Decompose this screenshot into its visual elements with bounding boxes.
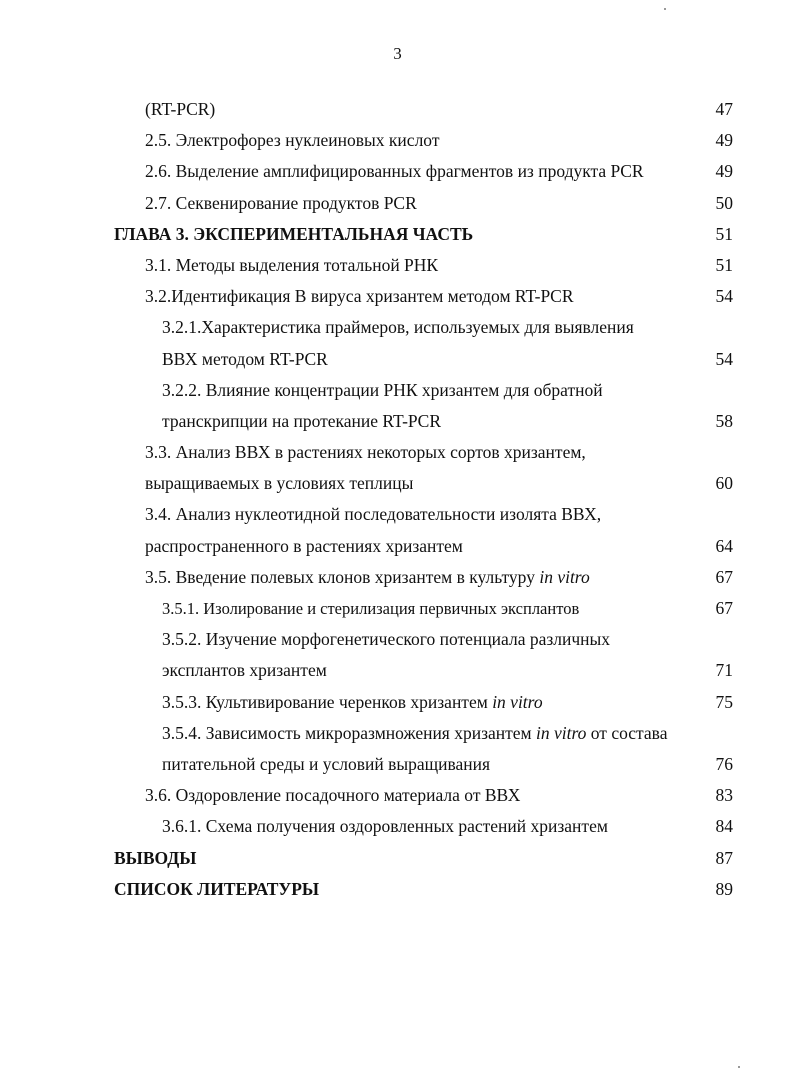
toc-entry-page: 58 (715, 410, 733, 431)
toc-entry (0, 562, 795, 593)
toc-entry-title: (RT-PCR) (145, 99, 216, 119)
toc-entry-continuation (0, 468, 795, 499)
page-number: 3 (393, 44, 402, 63)
toc-entry (0, 780, 795, 811)
toc-entry-title: выращиваемых в условиях теплицы (145, 473, 414, 494)
toc-entry-title: 3.1. Методы выделения тотальной РНК (145, 254, 439, 275)
toc-entry (0, 687, 795, 718)
toc-entry-title: 3.4. Анализ нуклеотидной последовательности изолята ВВХ, (145, 504, 602, 525)
toc-entry (0, 94, 795, 125)
toc-entry (0, 188, 795, 219)
toc-entry-page: 50 (715, 192, 733, 213)
table-of-contents (0, 94, 795, 905)
toc-entry-page: 67 (715, 598, 733, 618)
toc-entry-title: 3.2.1.Характеристика праймеров, используемых для выявления (162, 317, 634, 338)
toc-entry (0, 375, 795, 406)
toc-entry-title-text: 3.5. Введение полевых клонов хризантем в культуру (145, 566, 540, 587)
toc-entry-title (162, 687, 543, 718)
toc-entry-title: ВВХ методом RT-PCR (162, 348, 328, 369)
toc-entry-title-italic: in vitro (536, 722, 587, 743)
toc-entry-page: 60 (715, 473, 733, 494)
toc-entry-page: 54 (715, 348, 733, 369)
toc-entry-page: 64 (715, 535, 733, 556)
toc-conclusions-heading (0, 843, 795, 874)
toc-entry-continuation (0, 655, 795, 686)
toc-entry-title-text-end: от состава (586, 722, 668, 743)
toc-entry-title-italic: in vitro (492, 691, 543, 712)
scan-speck (738, 1066, 740, 1068)
toc-entry (0, 281, 795, 312)
toc-entry-title: 3.6. Оздоровление посадочного материала от ВВХ (145, 785, 521, 806)
toc-entry-title: транскрипции на протекание RT-PCR (162, 410, 442, 431)
toc-entry (0, 593, 795, 624)
toc-entry-title: 3.3. Анализ ВВХ в растениях некоторых сортов хризантем, (145, 442, 586, 463)
toc-entry-title: 3.6.1. Схема получения оздоровленных растений хризантем (162, 816, 608, 837)
toc-entry (0, 624, 795, 655)
toc-entry-page: 83 (715, 785, 733, 806)
toc-entry-page: 49 (715, 130, 733, 151)
toc-entry-title: 2.5. Электрофорез нуклеиновых кислот (145, 130, 440, 151)
toc-entry-title: ВЫВОДЫ (114, 847, 197, 868)
toc-entry-title: 3.5.2. Изучение морфогенетического потенциала различных (162, 629, 611, 650)
toc-entry-title: 2.6. Выделение амплифицированных фрагментов из продукта PCR (145, 161, 644, 182)
toc-entry-page: 87 (715, 847, 733, 868)
toc-entry (0, 125, 795, 156)
toc-entry (0, 811, 795, 842)
scan-speck (664, 8, 666, 10)
toc-entry-page: 76 (715, 753, 733, 774)
toc-entry-continuation (0, 531, 795, 562)
toc-entry-title: 3.2.Идентификация В вируса хризантем методом RT-PCR (145, 286, 574, 307)
toc-entry-page: 75 (715, 691, 733, 712)
toc-entry-page: 89 (715, 878, 733, 899)
toc-entry-title-italic: in vitro (539, 566, 590, 587)
toc-entry (0, 437, 795, 468)
toc-entry (0, 718, 795, 749)
toc-entry-page: 51 (715, 254, 733, 275)
toc-references-heading (0, 874, 795, 905)
toc-entry-page: 71 (715, 660, 733, 681)
toc-entry-title: распространенного в растениях хризантем (145, 535, 463, 556)
toc-entry-page: 49 (715, 161, 733, 182)
toc-entry-page: 51 (715, 223, 733, 244)
toc-entry (0, 250, 795, 281)
toc-entry-title: 2.7. Секвенирование продуктов PCR (145, 192, 417, 213)
toc-entry (0, 312, 795, 343)
toc-entry (0, 499, 795, 530)
toc-entry (0, 156, 795, 187)
toc-entry-page: 67 (715, 566, 733, 587)
toc-entry-title (162, 718, 667, 749)
toc-entry-page: 54 (715, 286, 733, 307)
toc-entry-title: питательной среды и условий выращивания (162, 753, 491, 774)
toc-entry-title: ГЛАВА 3. ЭКСПЕРИМЕНТАЛЬНАЯ ЧАСТЬ (114, 223, 474, 244)
toc-entry-title: 3.5.1. Изолирование и стерилизация первичных эксплантов (162, 599, 580, 618)
toc-entry-continuation (0, 344, 795, 375)
toc-entry-title-text: 3.5.3. Культивирование черенков хризантем (162, 691, 493, 712)
toc-entry-page: 47 (715, 99, 733, 119)
toc-entry-title (145, 562, 590, 593)
toc-entry-title: СПИСОК ЛИТЕРАТУРЫ (114, 878, 320, 899)
toc-entry-title: 3.2.2. Влияние концентрации РНК хризантем для обратной (162, 379, 603, 400)
toc-entry-title-text: 3.5.4. Зависимость микроразмножения хризантем (162, 722, 537, 743)
toc-entry-continuation (0, 406, 795, 437)
toc-entry-title: эксплантов хризантем (162, 660, 327, 681)
toc-chapter-heading (0, 219, 795, 250)
toc-entry-continuation (0, 749, 795, 780)
toc-entry-page: 84 (715, 816, 733, 837)
